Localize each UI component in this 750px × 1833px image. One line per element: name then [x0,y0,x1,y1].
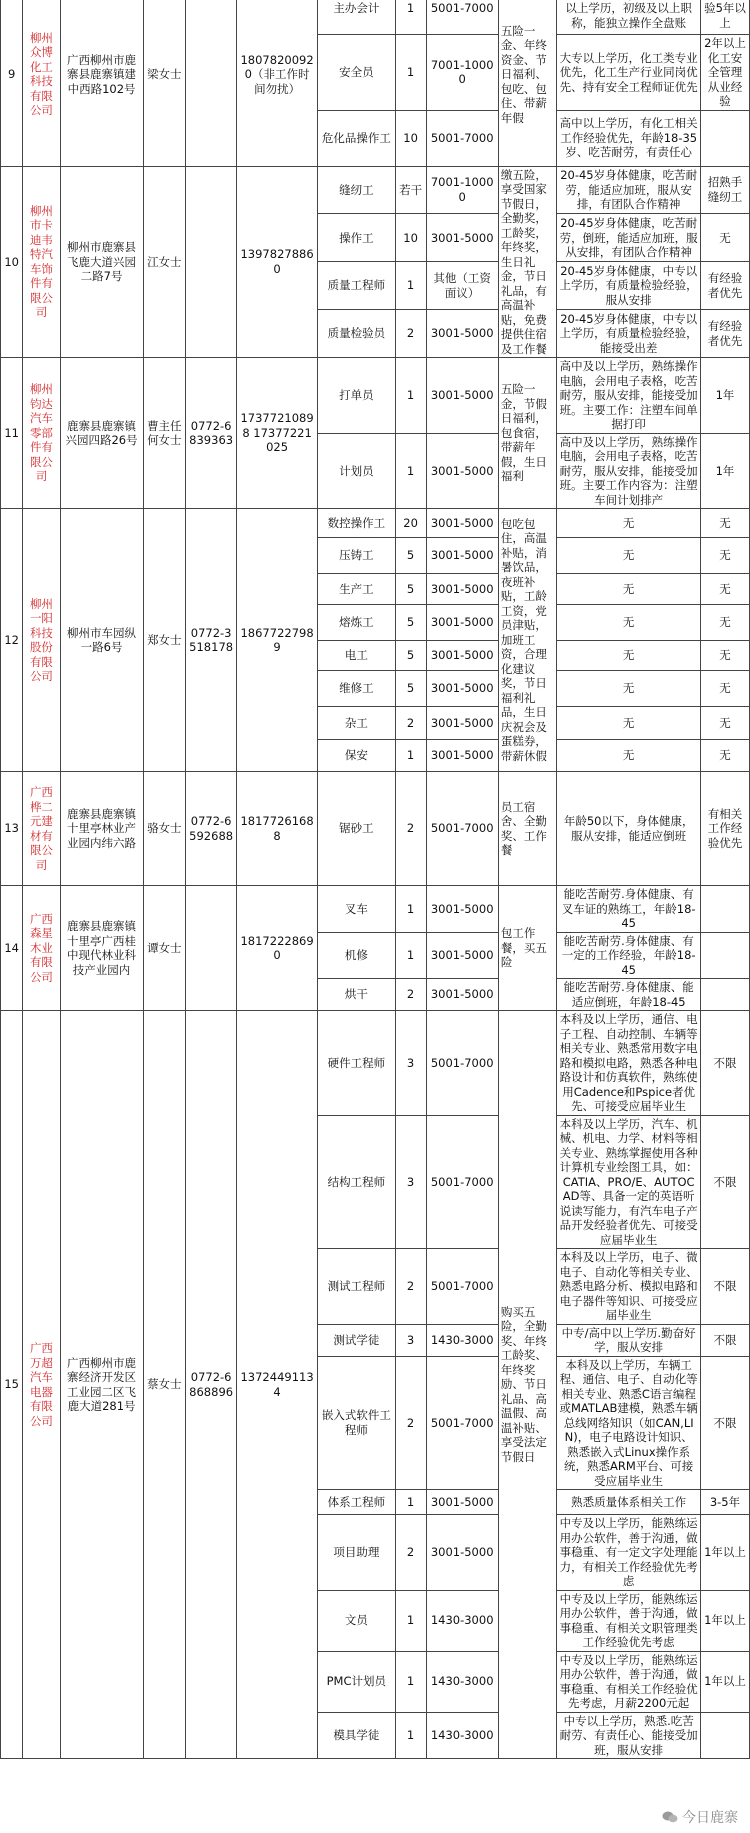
contact-person: 蔡女士 [143,1011,186,1759]
table-row [1,166,750,214]
job-count: 2 [395,1515,426,1591]
job-salary: 5001-7000 [426,1249,498,1325]
job-experience: 不限 [700,1356,749,1490]
job-title: 叉车 [318,886,396,933]
welfare: 员工宿舍、全勤奖、工作餐 [498,772,557,886]
job-title: 项目助理 [318,1515,396,1591]
job-salary: 1430-3000 [426,1324,498,1356]
job-title: 烘干 [318,979,396,1011]
job-count: 3 [395,1324,426,1356]
job-experience: 不限 [700,1324,749,1356]
job-count: 10 [395,110,426,166]
table-row [1,886,750,933]
job-count: 2 [395,707,426,740]
job-experience: 无 [700,605,749,641]
job-experience: 有相关工作经验优先 [700,772,749,886]
job-salary: 3001-5000 [426,886,498,933]
job-count: 5 [395,641,426,671]
company-number: 11 [1,358,23,509]
job-count: 1 [395,433,426,509]
job-requirements: 以上学历，初级及以上职称，能独立操作全盘账 [557,0,701,35]
watermark-text: 今日鹿寨 [682,1810,738,1826]
job-salary: 其他（工资面议） [426,262,498,310]
contact-phone: 0772-6592688 [186,772,237,886]
company-name: 柳州众博化工科技有限公司 [23,0,60,166]
job-salary: 5001-7000 [426,1011,498,1116]
job-requirements: 无 [557,671,701,707]
job-salary: 1430-3000 [426,1651,498,1712]
job-title: 维修工 [318,671,396,707]
job-experience [700,110,749,166]
job-experience: 3-5年 [700,1490,749,1515]
job-experience: 有经验者优先 [700,310,749,358]
job-title: 电工 [318,641,396,671]
company-name: 柳州市卡迪韦特汽车饰件有限公司 [23,166,60,358]
company-name: 广西桦二元建材有限公司 [23,772,60,886]
job-experience: 不限 [700,1011,749,1116]
job-title: 操作工 [318,214,396,262]
job-title: 主办会计 [318,0,396,35]
job-requirements: 无 [557,605,701,641]
job-requirements: 无 [557,707,701,740]
job-count: 2 [395,1249,426,1325]
company-address: 广西柳州市鹿寨经济开发区工业园二区飞鹿大道281号 [60,1011,143,1759]
job-requirements: 熟悉质量体系相关工作 [557,1490,701,1515]
job-salary: 3001-5000 [426,671,498,707]
job-salary: 1430-3000 [426,1590,498,1651]
company-address: 广西柳州市鹿寨县鹿寨镇建中西路102号 [60,0,143,166]
job-requirements: 中专及以上学历，能熟练运用办公软件，善于沟通，做事稳重、有一定文字处理能力，有相关工作经验优先考虑 [557,1515,701,1591]
company-name: 广西森星木业有限公司 [23,886,60,1011]
job-experience: 1年以上 [700,1515,749,1591]
job-requirements: 无 [557,641,701,671]
job-requirements: 能吃苦耐劳.身体健康、能适应倒班，年龄18-45 [557,979,701,1011]
company-name: 柳州钧达汽车零部件有限公司 [23,358,60,509]
contact-person: 骆女士 [143,772,186,886]
job-salary: 5001-7000 [426,0,498,35]
contact-phone: 0772-6868896 [186,1011,237,1759]
job-experience: 不限 [700,1115,749,1249]
job-experience [700,932,749,979]
company-number: 13 [1,772,23,886]
table-row [1,358,750,434]
job-salary: 5001-7000 [426,1115,498,1249]
job-count: 2 [395,772,426,886]
job-count: 1 [395,262,426,310]
job-experience: 招熟手缝纫工 [700,166,749,214]
welfare: 包吃包住，高温补贴，消暑饮品，夜班补贴，工龄工资，党员津贴，加班工资，合理化建议奖，节日福利礼品，生日庆祝会及蛋糕券，带薪休假 [498,509,557,772]
job-requirements: 能吃苦耐劳.身体健康、有一定的工作经验，年龄18-45 [557,932,701,979]
contact-mobile: 13724491134 [237,1011,318,1759]
contact-mobile: 18172228690 [237,886,318,1011]
contact-mobile: 18677227989 [237,509,318,772]
company-name: 广西万超汽车电器有限公司 [23,1011,60,1759]
job-salary: 1430-3000 [426,1712,498,1759]
job-title: 数控操作工 [318,509,396,538]
job-salary: 5001-7000 [426,1356,498,1490]
job-requirements: 本科及以上学历，车辆工程、通信、电子、自动化等相关专业、熟悉C语言编程或MATLAB建模，熟悉车辆总线网络知识（如CAN,LIN)，电子电路设计知识、熟悉嵌入式Linux操作系统，熟悉ARM平台、可接受应届毕业生 [557,1356,701,1490]
job-title: PMC计划员 [318,1651,396,1712]
contact-mobile: 13978278860 [237,166,318,358]
job-requirements: 高中以上学历，有化工相关工作经验优先，年龄18-35岁、吃苦耐劳，有责任心 [557,110,701,166]
job-requirements: 无 [557,538,701,574]
job-salary: 5001-7000 [426,772,498,886]
job-count: 若干 [395,166,426,214]
job-title: 打单员 [318,358,396,434]
job-experience: 无 [700,509,749,538]
job-title: 机修 [318,932,396,979]
job-count: 2 [395,979,426,1011]
job-title: 熔炼工 [318,605,396,641]
job-salary: 3001-5000 [426,605,498,641]
contact-mobile: 18177261688 [237,772,318,886]
job-experience: 无 [700,214,749,262]
job-title: 文员 [318,1590,396,1651]
job-count: 2 [395,310,426,358]
job-count: 20 [395,509,426,538]
job-title: 质量检验员 [318,310,396,358]
job-experience [700,1712,749,1759]
company-address: 鹿寨县鹿寨镇十里亭广西桂中现代林业科技产业园内 [60,886,143,1011]
job-experience [700,886,749,933]
contact-phone [186,166,237,358]
job-count: 5 [395,671,426,707]
job-title: 锯砂工 [318,772,396,886]
welfare: 五险一金、年终资金、节日福利、包吃、包住、带薪年假 [498,0,557,166]
contact-phone [186,886,237,1011]
company-address: 鹿寨县鹿寨镇十里亭林业产业园内纬六路 [60,772,143,886]
job-requirements: 20-45岁身体健康，吃苦耐劳，倒班，能适应加班，服从安排，有团队合作精神 [557,214,701,262]
job-experience: 无 [700,574,749,605]
job-title: 测试工程师 [318,1249,396,1325]
job-salary: 7001-10000 [426,35,498,111]
table-row [1,1011,750,1116]
job-experience: 有经验者优先 [700,262,749,310]
contact-person: 曹主任何女士 [143,358,186,509]
job-count: 5 [395,538,426,574]
job-title: 安全员 [318,35,396,111]
table-row [1,509,750,538]
job-count: 3 [395,1011,426,1116]
job-salary: 3001-5000 [426,214,498,262]
job-experience: 无 [700,671,749,707]
welfare: 购买五险，全勤奖、年终工龄奖、年终奖励、节日礼品、高温假、高温补贴、享受法定节假日 [498,1011,557,1759]
job-count: 3 [395,1115,426,1249]
job-requirements: 20-45岁身体健康，中专以上学历，有质量检验经验，服从安排 [557,262,701,310]
job-count: 1 [395,1590,426,1651]
company-number: 15 [1,1011,23,1759]
job-salary: 3001-5000 [426,538,498,574]
job-count: 1 [395,35,426,111]
job-salary: 3001-5000 [426,1515,498,1591]
job-salary: 3001-5000 [426,509,498,538]
job-salary: 3001-5000 [426,433,498,509]
job-requirements: 20-45岁身体健康，吃苦耐劳，能适应加班，服从安排，有团队合作精神 [557,166,701,214]
job-count: 10 [395,214,426,262]
job-count: 1 [395,0,426,35]
contact-person: 谭女士 [143,886,186,1011]
table-row [1,772,750,886]
contact-mobile: 17377210898 17377221025 [237,358,318,509]
company-number: 14 [1,886,23,1011]
job-requirements: 本科及以上学历，通信、电子工程、自动控制、车辆等相关专业、熟悉常用数字电路和模拟电路，熟悉各种电路设计和仿真软件，熟练使用Cadence和Pspice者优先、可接受应届毕业生 [557,1011,701,1116]
job-requirements: 无 [557,509,701,538]
job-requirements: 高中及以上学历，熟练操作电脑，会用电子表格，吃苦耐劳，服从安排，能接受加班。主要工作内容为：注塑车间计划排产 [557,433,701,509]
job-requirements: 能吃苦耐劳.身体健康、有叉车证的熟练工，年龄18-45 [557,886,701,933]
job-title: 测试学徒 [318,1324,396,1356]
welfare: 五险一金，节假日福利，包食宿，带薪年假，生日福利 [498,358,557,509]
job-title: 生产工 [318,574,396,605]
job-experience: 无 [700,538,749,574]
wechat-icon [662,1811,678,1823]
job-requirements: 本科及以上学历，电子、微电子、自动化等相关专业、熟悉电路分析、模拟电路和电子器件等知识、可接受应届毕业生 [557,1249,701,1325]
job-experience: 1年 [700,358,749,434]
job-salary: 3001-5000 [426,574,498,605]
job-title: 杂工 [318,707,396,740]
company-number: 10 [1,166,23,358]
job-requirements: 中专及以上学历，能熟练运用办公软件，善于沟通，做事稳重、有相关文职管理类工作经验优先考虑 [557,1590,701,1651]
contact-phone: 0772-3518178 [186,509,237,772]
company-name: 柳州一阳科技股份有限公司 [23,509,60,772]
job-count: 1 [395,1651,426,1712]
job-title: 计划员 [318,433,396,509]
watermark [662,1807,738,1827]
job-title: 保安 [318,740,396,772]
job-title: 结构工程师 [318,1115,396,1249]
job-requirements: 高中及以上学历，熟练操作电脑，会用电子表格，吃苦耐劳，服从安排，能接受加班。主要工作：注塑车间单据打印 [557,358,701,434]
job-requirements: 中专及以上学历，能熟练运用办公软件，善于沟通，做事稳重、有相关工作经验优先考虑，月薪2200元起 [557,1651,701,1712]
job-requirements: 无 [557,574,701,605]
job-salary: 3001-5000 [426,1490,498,1515]
job-requirements: 中专/高中以上学历.勤奋好学，服从安排 [557,1324,701,1356]
job-experience: 无 [700,641,749,671]
contact-phone: 0772-6839363 [186,358,237,509]
job-salary: 3001-5000 [426,358,498,434]
job-requirements: 年龄50以下，身体健康，服从安排，能适应倒班 [557,772,701,886]
table-row [1,0,750,35]
job-title: 质量工程师 [318,262,396,310]
job-salary: 3001-5000 [426,641,498,671]
contact-phone [186,0,237,166]
job-count: 1 [395,740,426,772]
company-address: 柳州市鹿寨县飞鹿大道兴园二路7号 [60,166,143,358]
job-experience: 无 [700,707,749,740]
welfare: 缴五险，享受国家节假日，全勤奖，工龄奖，年终奖，生日礼金，节日礼品，有高温补贴，免费提供住宿及工作餐 [498,166,557,358]
job-title: 模具学徒 [318,1712,396,1759]
job-count: 1 [395,1490,426,1515]
job-salary: 7001-10000 [426,166,498,214]
job-salary: 5001-7000 [426,110,498,166]
job-requirements: 中专以上学历，熟悉.吃苦耐劳、有责任心、能接受加班，服从安排 [557,1712,701,1759]
job-title: 硬件工程师 [318,1011,396,1116]
job-salary: 3001-5000 [426,707,498,740]
job-experience: 验5年以上 [700,0,749,35]
company-number: 12 [1,509,23,772]
job-experience: 1年以上 [700,1651,749,1712]
job-requirements: 无 [557,740,701,772]
contact-person: 梁女士 [143,0,186,166]
job-count: 1 [395,1712,426,1759]
job-salary: 3001-5000 [426,979,498,1011]
job-count: 1 [395,886,426,933]
job-count: 1 [395,358,426,434]
contact-mobile: 18078200920（非工作时间勿扰） [237,0,318,166]
job-count: 5 [395,605,426,641]
job-experience: 不限 [700,1249,749,1325]
job-title: 危化品操作工 [318,110,396,166]
company-number: 9 [1,0,23,166]
job-experience: 1年以上 [700,1590,749,1651]
company-address: 鹿寨县鹿寨镇兴园四路26号 [60,358,143,509]
company-address: 柳州市车园纵一路6号 [60,509,143,772]
welfare: 包工作餐，买五险 [498,886,557,1011]
job-count: 5 [395,574,426,605]
contact-person: 江女士 [143,166,186,358]
job-title: 缝纫工 [318,166,396,214]
contact-person: 郑女士 [143,509,186,772]
job-experience: 2年以上化工安全管理从业经验 [700,35,749,111]
job-requirements: 大专以上学历，化工类专业优先，化工生产行业同岗优先、持有安全工程师证优先 [557,35,701,111]
job-experience: 1年 [700,433,749,509]
job-requirements: 20-45岁身体健康，中专以上学历，有质量检验经验，能接受出差 [557,310,701,358]
job-title: 压铸工 [318,538,396,574]
job-salary: 3001-5000 [426,932,498,979]
job-count: 1 [395,932,426,979]
job-salary: 3001-5000 [426,310,498,358]
job-requirements: 本科及以上学历，汽车、机械、机电、力学、材料等相关专业、熟练掌握使用各种计算机专业绘图工具，如：CATIA、PRO/E、AUTOCAD等、具备一定的英语听说读写能力，有汽车电子产品开发经验者优先、可接受应届毕业生 [557,1115,701,1249]
job-title: 体系工程师 [318,1490,396,1515]
job-count: 2 [395,1356,426,1490]
job-experience: 无 [700,740,749,772]
job-experience [700,979,749,1011]
job-salary: 3001-5000 [426,740,498,772]
job-title: 嵌入式软件工程师 [318,1356,396,1490]
